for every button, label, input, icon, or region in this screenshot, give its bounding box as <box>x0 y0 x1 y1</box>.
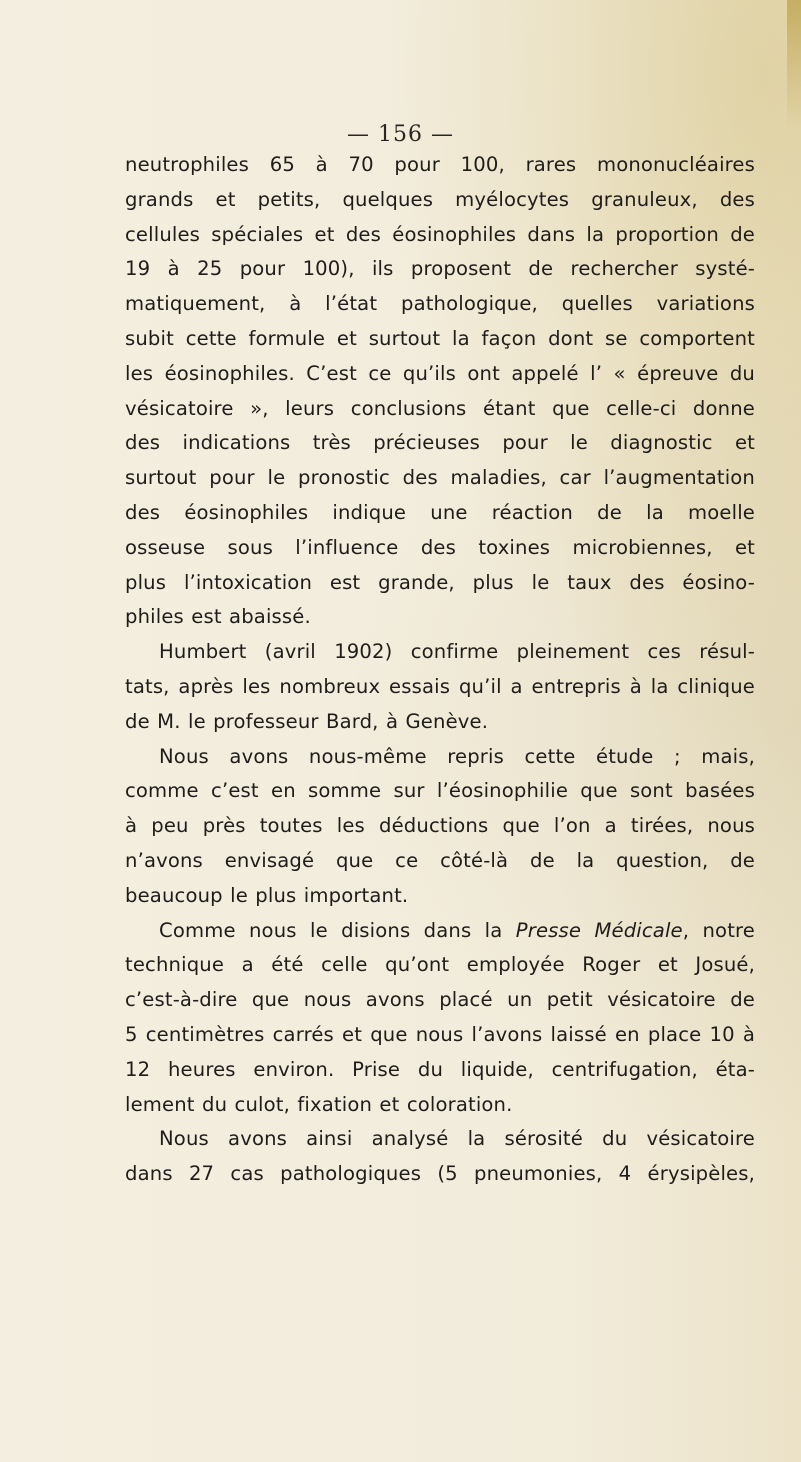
text-line: Humbert (avril 1902) confirme pleinement ces résul- <box>159 640 755 664</box>
text-line: 19 à 25 pour 100), ils proposent de rechercher systé- <box>125 257 755 281</box>
text-line: grands et petits, quelques myélocytes granuleux, des <box>125 187 755 211</box>
text-line: plus l’intoxication est grande, plus le taux des éosino- <box>125 570 755 594</box>
text-line: tats, après les nombreux essais qu’il a entrepris à la clinique <box>125 674 755 698</box>
text-line: n’avons envisagé que ce côté-là de la question, de <box>125 848 755 872</box>
text-line: neutrophiles 65 à 70 pour 100, rares mononucléaires <box>125 153 755 176</box>
text-line: Nous avons nous-même repris cette étude ; mais, <box>159 744 755 768</box>
text-line: cellules spéciales et des éosinophiles dans la proportion de <box>125 222 755 246</box>
text-line: beaucoup le plus important. <box>125 883 409 907</box>
text-line: lement du culot, fixation et coloration. <box>125 1092 513 1116</box>
text-line: comme c’est en somme sur l’éosinophilie que sont basées <box>125 779 755 803</box>
text-line: philes est abaissé. <box>125 605 311 629</box>
journal-title: Presse Médicale <box>515 918 683 942</box>
text-fragment: , notre <box>682 918 756 942</box>
text-line: c’est-à-dire que nous avons placé un petit vésicatoire de <box>125 988 755 1012</box>
text-line: surtout pour le pronostic des maladies, car l’augmentation <box>125 466 755 490</box>
text-line: de M. le professeur Bard, à Genève. <box>125 709 489 733</box>
text-line: 5 centimètres carrés et que nous l’avons laissé en place 10 à <box>125 1022 755 1046</box>
text-line: 12 heures environ. Prise du liquide, centrifugation, éta- <box>125 1057 755 1081</box>
text-line: subit cette formule et surtout la façon dont se comportent <box>125 326 755 350</box>
text-line: des indications très précieuses pour le diagnostic et <box>125 431 755 455</box>
text-line: dans 27 cas pathologiques (5 pneumonies, 4 érysipèles, <box>125 1162 755 1186</box>
text-line: technique a été celle qu’ont employée Roger et Josué, <box>125 953 755 977</box>
paper-stain <box>787 0 801 130</box>
text-line: à peu près toutes les déductions que l’on a tirées, nous <box>125 814 755 838</box>
text-line <box>125 914 755 949</box>
text-line: matiquement, à l’état pathologique, quelles variations <box>125 292 755 316</box>
page-number: — 156 — <box>347 122 454 147</box>
text-line: des éosinophiles indique une réaction de la moelle <box>125 500 755 524</box>
text-line: osseuse sous l’influence des toxines microbiennes, et <box>125 535 755 559</box>
body-text <box>125 148 755 1192</box>
text-line: vésicatoire », leurs conclusions étant que celle-ci donne <box>125 396 755 420</box>
text-line: les éosinophiles. C’est ce qu’ils ont appelé l’ « épreuve du <box>125 361 755 385</box>
text-fragment: Comme nous le disions dans la <box>159 918 503 942</box>
text-line: Nous avons ainsi analysé la sérosité du vésicatoire <box>159 1127 755 1151</box>
